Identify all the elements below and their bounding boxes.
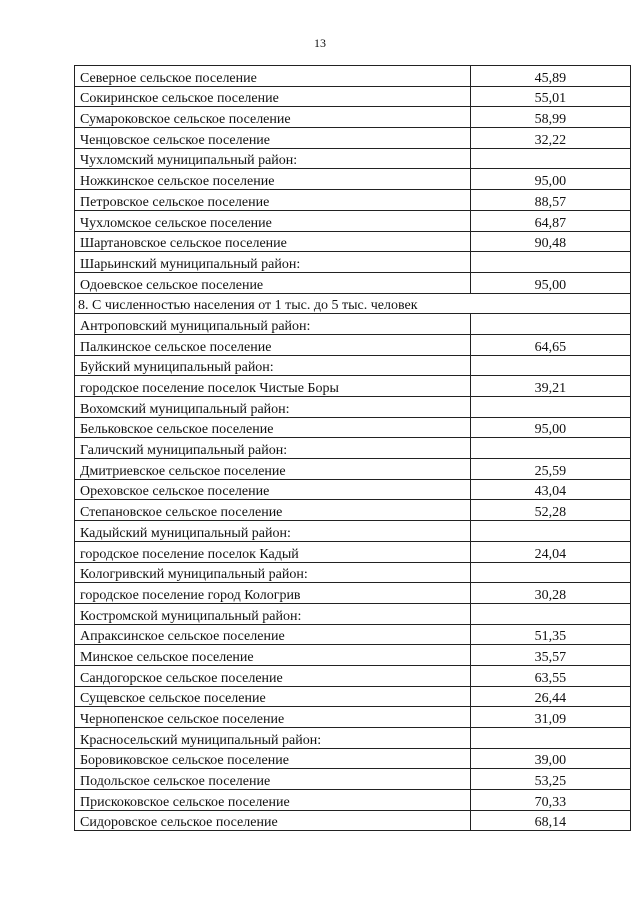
settlement-name-cell: Красносельский муниципальный район: xyxy=(75,728,471,749)
settlement-name-cell: Одоевское сельское поселение xyxy=(75,272,471,293)
value-cell: 53,25 xyxy=(470,769,630,790)
value-cell: 24,04 xyxy=(470,541,630,562)
table-row xyxy=(75,128,631,149)
table-row xyxy=(75,376,631,397)
settlement-name-cell: Петровское сельское поселение xyxy=(75,190,471,211)
value-cell: 31,09 xyxy=(470,707,630,728)
settlement-name-cell: Боровиковское сельское поселение xyxy=(75,748,471,769)
value-cell: 88,57 xyxy=(470,190,630,211)
table-row xyxy=(75,603,631,624)
value-cell: 45,89 xyxy=(470,66,630,87)
value-cell: 26,44 xyxy=(470,686,630,707)
table-row xyxy=(75,66,631,87)
value-cell: 51,35 xyxy=(470,624,630,645)
settlement-name-cell: Апраксинское сельское поселение xyxy=(75,624,471,645)
table-row xyxy=(75,686,631,707)
table-row xyxy=(75,624,631,645)
settlement-name-cell: Чернопенское сельское поселение xyxy=(75,707,471,728)
value-cell: 58,99 xyxy=(470,107,630,128)
settlement-name-cell: Кологривский муниципальный район: xyxy=(75,562,471,583)
value-cell xyxy=(470,603,630,624)
table-row xyxy=(75,293,631,314)
settlement-name-cell: Шартановское сельское поселение xyxy=(75,231,471,252)
table-row xyxy=(75,210,631,231)
value-cell: 63,55 xyxy=(470,665,630,686)
table-row xyxy=(75,541,631,562)
value-cell xyxy=(470,314,630,335)
page-number: 13 xyxy=(314,36,326,50)
settlement-name-cell: Шарьинский муниципальный район: xyxy=(75,252,471,273)
table-row xyxy=(75,231,631,252)
table-body xyxy=(75,66,631,831)
value-cell: 90,48 xyxy=(470,231,630,252)
table-row xyxy=(75,479,631,500)
table-row xyxy=(75,252,631,273)
value-cell xyxy=(470,148,630,169)
value-cell: 55,01 xyxy=(470,86,630,107)
settlement-name-cell: Сидоровское сельское поселение xyxy=(75,810,471,831)
settlement-name-cell: Северное сельское поселение xyxy=(75,66,471,87)
table-row xyxy=(75,107,631,128)
table-row xyxy=(75,314,631,335)
value-cell xyxy=(470,438,630,459)
table-row xyxy=(75,86,631,107)
table-row xyxy=(75,334,631,355)
settlement-name-cell: Бельковское сельское поселение xyxy=(75,417,471,438)
value-cell: 35,57 xyxy=(470,645,630,666)
settlement-name-cell: Чухломский муниципальный район: xyxy=(75,148,471,169)
value-cell: 52,28 xyxy=(470,500,630,521)
settlement-name-cell: Сокиринское сельское поселение xyxy=(75,86,471,107)
settlement-name-cell: Палкинское сельское поселение xyxy=(75,334,471,355)
value-cell xyxy=(470,397,630,418)
settlement-name-cell: городское поселение поселок Чистые Боры xyxy=(75,376,471,397)
settlement-name-cell: Минское сельское поселение xyxy=(75,645,471,666)
settlement-name-cell: Прискоковское сельское поселение xyxy=(75,790,471,811)
table-row xyxy=(75,562,631,583)
table-row xyxy=(75,397,631,418)
value-cell: 39,00 xyxy=(470,748,630,769)
settlement-name-cell: Вохомский муниципальный район: xyxy=(75,397,471,418)
settlement-name-cell: Подольское сельское поселение xyxy=(75,769,471,790)
value-cell: 95,00 xyxy=(470,272,630,293)
table-row xyxy=(75,190,631,211)
table-row xyxy=(75,438,631,459)
table-row xyxy=(75,417,631,438)
settlement-name-cell: Галичский муниципальный район: xyxy=(75,438,471,459)
table-row xyxy=(75,583,631,604)
value-cell: 95,00 xyxy=(470,417,630,438)
table-row xyxy=(75,769,631,790)
value-cell: 95,00 xyxy=(470,169,630,190)
settlement-name-cell: Ченцовское сельское поселение xyxy=(75,128,471,149)
value-cell xyxy=(470,521,630,542)
value-cell: 25,59 xyxy=(470,459,630,480)
value-cell: 39,21 xyxy=(470,376,630,397)
value-cell: 70,33 xyxy=(470,790,630,811)
settlement-name-cell: городское поселение город Кологрив xyxy=(75,583,471,604)
value-cell: 64,65 xyxy=(470,334,630,355)
settlement-name-cell: Ножкинское сельское поселение xyxy=(75,169,471,190)
table-row xyxy=(75,272,631,293)
settlement-name-cell: Антроповский муниципальный район: xyxy=(75,314,471,335)
section-heading: 8. С численностью населения от 1 тыс. до 5 тыс. человек xyxy=(75,293,631,314)
value-cell xyxy=(470,728,630,749)
value-cell xyxy=(470,355,630,376)
value-cell: 32,22 xyxy=(470,128,630,149)
value-cell: 68,14 xyxy=(470,810,630,831)
value-cell xyxy=(470,252,630,273)
settlement-name-cell: Степановское сельское поселение xyxy=(75,500,471,521)
settlement-name-cell: Дмитриевское сельское поселение xyxy=(75,459,471,480)
settlement-name-cell: Кадыйский муниципальный район: xyxy=(75,521,471,542)
settlement-name-cell: Костромской муниципальный район: xyxy=(75,603,471,624)
settlement-name-cell: Сущевское сельское поселение xyxy=(75,686,471,707)
settlement-name-cell: Буйский муниципальный район: xyxy=(75,355,471,376)
table-row xyxy=(75,645,631,666)
settlements-table xyxy=(74,65,631,831)
settlement-name-cell: Ореховское сельское поселение xyxy=(75,479,471,500)
value-cell: 43,04 xyxy=(470,479,630,500)
settlement-name-cell: Сандогорское сельское поселение xyxy=(75,665,471,686)
value-cell xyxy=(470,562,630,583)
table-row xyxy=(75,148,631,169)
table-row xyxy=(75,790,631,811)
table-row xyxy=(75,748,631,769)
settlement-name-cell: Сумароковское сельское поселение xyxy=(75,107,471,128)
table-row xyxy=(75,728,631,749)
table-row xyxy=(75,521,631,542)
table-row xyxy=(75,500,631,521)
table-row xyxy=(75,459,631,480)
table-row xyxy=(75,665,631,686)
table-row xyxy=(75,355,631,376)
table-row xyxy=(75,707,631,728)
settlement-name-cell: Чухломское сельское поселение xyxy=(75,210,471,231)
settlement-name-cell: городское поселение поселок Кадый xyxy=(75,541,471,562)
table-row xyxy=(75,810,631,831)
value-cell: 64,87 xyxy=(470,210,630,231)
table-row xyxy=(75,169,631,190)
value-cell: 30,28 xyxy=(470,583,630,604)
